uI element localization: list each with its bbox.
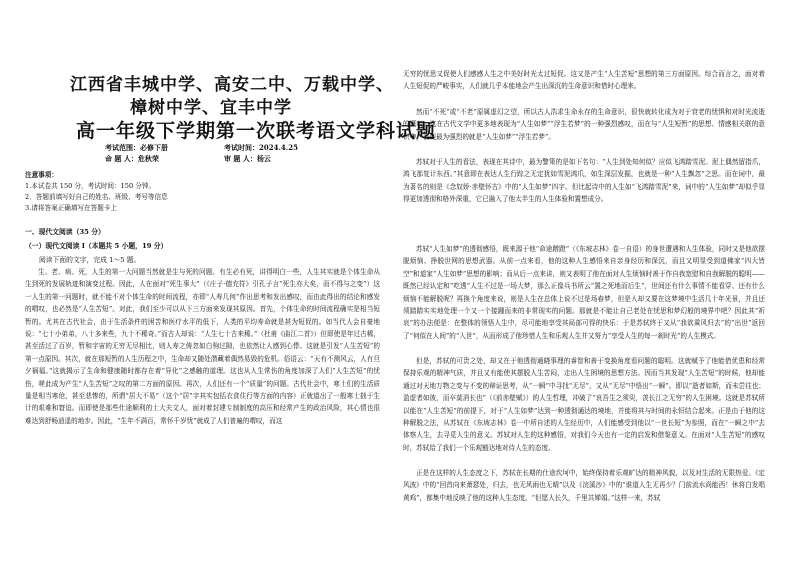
exam-time: 考试时间：2024.4.25: [224, 143, 298, 152]
section-title: 一、现代文阅读（35 分）: [25, 228, 105, 236]
title-line-2: 樟树中学、宜丰中学: [130, 98, 292, 118]
title-line-1: 江西省丰城中学、高安二中、万载中学、: [70, 75, 394, 95]
body-paragraph: 无穷的忧思又促使人们感感人生之中美好时光太过短促。这又是产生“人生苦短”思想的第三方面原因。综合而言之，面对着人生短促的严峻事实，人们就几乎本能地会产生出深沉的生命意识和惜时心理来。: [403, 70, 765, 91]
note-item: 3.请将答案正确填写在答题卡上: [25, 204, 118, 212]
exam-reviewer: 审 题 人：杨云: [224, 154, 271, 163]
body-paragraph: 苏轼对于人生的看法，表现在其诗中，最为警策的是如下名句：“人生到处知何似？应似飞鸿踏雪泥。泥上偶然留指爪，鸿飞那复计东西。”其意即在表达人生行踪之无定犹如雪泥鸿爪，如生深层发掘，也就是一种“人生飘忽”之思。而在词中，最为著名的则是《念奴娇·赤壁怀古》中的“人生如梦”四字。但比起诗中的人生如“飞鸿踏雪泥”来，词中的“人生如梦”却似乎显得更加透彻和格外深重，它已融入了他太半生的人生体验和置想成分。: [403, 158, 765, 204]
note-item: 2．答题前填写好自己的姓名、班级、考号等信息: [25, 193, 168, 201]
right-column: [397, 0, 794, 561]
body-paragraph: 苏轼“人生如梦”的透彻感悟，既来源于他“命途蹭蹬”（《东坡志林》卷一自语）的身世遭遇和人生体验，同时又是他欲摆脱烦恼、挣脱世网的思想武器。从前一点来看，他的这种人生感悟来自亲身经历和深沉，而且又明显受到道佛家“四大皆空”和道家“人生如梦”思想的影响；而从后一点来讲，则又表明了他在面对人生烦恼时善于作自我宽慰和自我解脱的聪明——既然已经认定和“吃透”人生不过是一场大梦，那么正像兵书所云“置之死地而后生”，世间还有什么事情不能看穿、还有什么烦恼不能解脱呢？再换个角度来说，则是人生在总体上说不过是场春梦，但是人却又要在这梦境中生活几十年光景，并且还须踏踏实实地处理一个又一个接踵而来的非常现实的问题。那就是不能让自己老处在忧思和梦幻般的境界中吧？因此其“祈哀”的办法便是：在整体的领悟人生中，尽可能地享受其局部可得的快乐：于是苏轼终于又从“我欲乘风归去”的“出世”返回了“何似在人间”的“入世”，从而形成了他珍惜人生和乐观人生并又努力“享受人生的每一刹时光”的人生模式。: [403, 245, 765, 340]
note-item: 1.本试卷共 150 分，考试时间：150 分钟。: [25, 182, 156, 190]
title-line-3: 高一年级下学期第一次联考语文学科试题: [76, 120, 437, 142]
section-subtitle: （一）现代文阅读 I（本题共 5 小题，19 分）: [25, 242, 168, 250]
exam-setter: 命 题 人：危秋荣: [105, 154, 159, 163]
notes-block: [25, 170, 365, 214]
body-paragraph: 正是在这样的人生态度之下，苏轼在长期的仕途坎坷中，始终保持着乐观旷达的精神风貌，以及对生活的无限热爱。《定风波》中的“回首向来萧瑟处，归去，也无风雨也无晴”以及《浣溪沙》中的“谁道人生无再少？门前流水尚能西！休将白发唱黄鸡”，都集中地反映了他的这种人生态度。“但愿人长久，千里共婵娟。”这样一来，苏轼: [403, 469, 765, 502]
body-paragraph: 然而“不死”或“不老”原属虚幻之望，所以古人浩求生命永存的生命意识，很快就转化成为对于衰老的忧惧和对时光流逝的慨叹。这在古代文学中更多地表现为“人生如梦”“浮生若梦”的一种强烈感叹，而在与“人生短暂”的思想、情感相关联的意识中，表现最为强烈的就是“人生如梦”“浮生若梦”。: [403, 108, 765, 141]
body-paragraph: 但是，苏轼的可贵之处，却又在于他透彻通晓事理的睿智和善于变换角度看问题的聪明。这就赋予了他能借优患和经常保持乐观的精神气质，并且又有能使其摆脱人生苦闷，走出人生困境的思想方法。因而当其发现“人生苦短”的时候，他却能通过对天地万物之变与不变的辩证思考，从“一瞬”中寻找“无尽”，又从“无尽”中悟出“一瞬”。即以“逝者如斯，而未尝往也；盈虚者如彼，而卒莫消长也”（《前赤壁赋》）的人生哲理，冲破了“哀吾生之须臾，羡长江之无穷”的人生困境。这就是苏轼所以能在“人生苦短”的前提下，对于“人生如梦”达到一种透彻通达的境地，并能将其与时间的永恒结合起来。正是由于他的这种解脱之法，从苏轼在《东坡志林》卷一中所自述的人生经历中，人们能感受到他以“一世长短”为参照，而在“一瞬之中”去体察人生，去寻觅人生的意义。苏轼对人生的这种感悟，对我们今天也有一定的启发和借鉴意义。在面对“人生苦短”的感叹时，苏轼给了我们一个乐观豁达地对待人生的态度。: [403, 357, 765, 452]
notes-title: 注意事项：: [25, 171, 58, 179]
exam-scope: 考试范围：必修下册: [105, 143, 168, 152]
section-instruction: 阅读下面的文字，完成 1～5 题。: [39, 256, 141, 264]
body-paragraph: 生、老、病、死，人生的第一大问题当然就是生与死的问题。有生必有死，讲得明白一些，人生其实就是个体生命从生到死的发展轨迹和演变过程。因此，人在面对“死生事大”（《庄子·德充符》引孔子言“死生亦大矣，而不得与之变”）这一人生的第一问题时，就不能不对个体生命的时间流程，亦即“人寿几何”作出思考和发出感叹，而由此得出的结论和感发的喟叹，也必然是“人生苦短”。对此，我们至少可以从下三方面来发现其原因。首先，个体生命的时间流程确实是相当短暂的。尤其在古代社会，由于生活条件的困苦和医疗水平的低下，人类的平均寿命就是甚为短促的。如当代人会自豪地说：“七十小弟弟，八十多来些，九十不稀奇。”而古人却说：“人生七十古来稀。”（杜甫《曲江二首》）但即使是年过古稀，甚至活过了百岁，暂和宇宙的无穷无尽相比，则人寿之俦忽如白驹过隙，也依然让人感到心悸。这就是引发“人生苦短”的第一点原因。其次，就在那短暂的人生历程之中，生命却又随处潜藏着偶然易毁的危机。俗语云：“天有不测风云，人有旦夕祸福。”这就揭示了生命和健康随时都存在着“异化”之感触的道理。这也从人生常伤的角度加深了人们“人生苦短”的忧伤，嗟此成为产生“人生苦短”之叹的第二方面的原因。再次，人们还有一个“质量”的问题。古代社会中，寒士们的生活质量是相当寒伧，甚至悲惨的，所谓“居大不易”（这个“居”字其实包括衣食住行等方面的内容）正就道出了一般寒士拙于生计的艰难和窘迫。而即使是那些仕途顺利的士大夫文人，面对着封建专制制度的高压和经常产生的政治风险，其心情也很难达到舒畅逍遥的地步。因此，“生年不满百，常怀千岁忧”就成了人们普遍的喟叹，而这: [25, 268, 380, 425]
